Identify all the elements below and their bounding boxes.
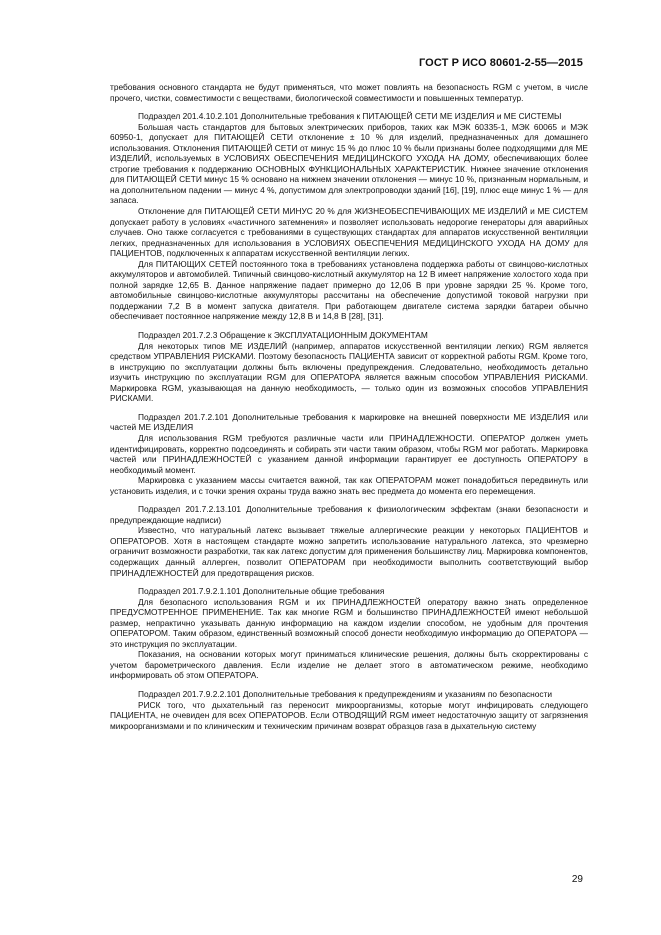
paragraph: Маркировка с указанием массы считается важной, так как ОПЕРАТОРАМ может понадобиться передвинуть или установить изделия, и с точки зрения охраны труда важно знать вес предмета до момента его перемещения. xyxy=(110,475,588,496)
paragraph: Показания, на основании которых могут приниматься клинические решения, должны быть скорректированы с учетом барометрического давления. Если изделие не делает этого в автоматическом режиме, необходимо информировать об этом ОПЕРАТОРА. xyxy=(110,649,588,681)
paragraph: Известно, что натуральный латекс вызывает тяжелые аллергические реакции у некоторых ПАЦИЕНТОВ и ОПЕРАТОРОВ. Хотя в настоящем стандарте можно запретить использование натурального латекса, это чрезмерно ограничит возможности разработки, так как латекс допустим для применения большинству лиц. Маркировка компонентов, содержащих данный аллерген, позволит ОПЕРАТОРАМ при необходимости выполнить соответствующий выбор ПРИНАДЛЕЖНОСТЕЙ для предотвращения рисков. xyxy=(110,525,588,578)
paragraph: Для безопасного использования RGM и их ПРИНАДЛЕЖНОСТЕЙ оператору важно знать определенное ПРЕДУСМОТРЕННОЕ ПРИМЕНЕНИЕ. Так как многие RGM и большинство ПРИНАДЛЕЖНОСТЕЙ имеют небольшой размер, непрактично указывать данную информацию на каждом изделии способом, не удобным для прочтения ОПЕРАТОРОМ. Таким образом, единственный возможный способ донести необходимую информацию до ОПЕРАТОРА — это инструкция по эксплуатации. xyxy=(110,596,588,649)
document-header: ГОСТ Р ИСО 80601-2-55—2015 xyxy=(418,57,583,69)
paragraph: Для использования RGM требуются различные части или ПРИНАДЛЕЖНОСТИ. ОПЕРАТОР должен уметь идентифицировать, корректно подсоединять и собирать эти части таким образом, чтобы RGM мог работать. Маркировка частей или ПРИНАДЛЕЖНОСТЕЙ с указанием данной информации гарантирует ее доступность ОПЕРАТОРУ в необходимый момент. xyxy=(110,432,588,475)
section-heading: Подраздел 201.7.9.2.2.101 Дополнительные требования к предупреждениям и указаниям по безопасности xyxy=(138,688,553,699)
section-heading: Подраздел 201.7.2.101 Дополнительные требования к маркировке на внешней поверхности МЕ ИЗДЕЛИЯ или частей МЕ ИЗДЕЛИЯ xyxy=(110,411,588,433)
section-heading: Подраздел 201.4.10.2.101 Дополнительные требования к ПИТАЮЩЕЙ СЕТИ МЕ ИЗДЕЛИЯ и МЕ СИСТЕМЫ xyxy=(138,111,562,122)
document-body xyxy=(110,82,588,731)
paragraph: Для ПИТАЮЩИХ СЕТЕЙ постоянного тока в требованиях установлена поддержка работы от свинцово-кислотных аккумуляторов и автомобилей. Типичный свинцово-кислотный аккумулятор на 12 В имеет напряжение холостого хода при полной зарядке 12,65 В. Данное напряжение падает примерно до 12,06 В при уровне зарядки 25 %. Кроме того, автомобильные свинцово-кислотные аккумуляторы рассчитаны на обеспечение допустимой токовой нагрузки при поддержании 7,2 В в момент запуска двигателя. При работающем двигателе система зарядки батареи обычно обеспечивает постоянное напряжение между 12,8 В и 14,8 В [28], [31]. xyxy=(110,258,588,322)
paragraph: требования основного стандарта не будут применяться, что может повлиять на безопасность RGM с учетом, в числе прочего, чистки, совместимости с веществами, биологической совместимости и повышенных температур. xyxy=(110,82,588,103)
page-number: 29 xyxy=(571,874,583,885)
paragraph: Большая часть стандартов для бытовых электрических приборов, таких как МЭК 60335-1, МЭК 60065 и МЭК 60950-1, допускает для ПИТАЮЩЕЙ СЕТИ отклонение ± 10 % для изделий, предназначенных для домашнего использования. Отклонения ПИТАЮЩЕЙ СЕТИ от минус 15 % до плюс 10 % были признаны более подходящими для МЕ ИЗДЕЛИЙ, используемых в УСЛОВИЯХ ОБЕСПЕЧЕНИЯ МЕДИЦИНСКОГО УХОДА НА ДОМУ, обеспечивающих более строгие требования к поддержанию ОСНОВНЫХ ФУНКЦИОНАЛЬНЫХ ХАРАКТЕРИСТИК. Нижнее значение отклонения для ПИТАЮЩЕЙ СЕТИ минус 15 % основано на нижнем значении отклонения — минус 10 %, признанным нормальным, и на дополнительном падении — минус 4 %, допустимом для электропроводки зданий [16], [19], плюс еще минус 1 % — для запаса. xyxy=(110,121,588,206)
paragraph: Отклонение для ПИТАЮЩЕЙ СЕТИ МИНУС 20 % для ЖИЗНЕОБЕСПЕЧИВАЮЩИХ МЕ ИЗДЕЛИЙ и МЕ СИСТЕМ допускает работу в условиях «частичного затемнения» и позволяет использовать недорогие генераторы для аварийных случаев. Оно также согласуется с требованиями в существующих стандартах для аппаратов искусственной вентиляции легких, предназначенных для использования в УСЛОВИЯХ ОБЕСПЕЧЕНИЯ МЕДИЦИНСКОГО УХОДА НА ДОМУ для ПАЦИЕНТОВ, подключенных к аппаратам искусственной вентиляции легких. xyxy=(110,206,588,259)
paragraph: РИСК того, что дыхательный газ переносит микроорганизмы, которые могут инфицировать следующего ПАЦИЕНТА, не очевиден для всех ОПЕРАТОРОВ. Если ОТВОДЯЩИЙ RGM имеет недостаточную защиту от загрязнения микроорганизмами и по клиническим и техническим причинам возврат образцов газа в дыхательную систему xyxy=(110,699,588,731)
section-heading: Подраздел 201.7.2.3 Обращение к ЭКСПЛУАТАЦИОННЫМ ДОКУМЕНТАМ xyxy=(138,330,428,341)
section-heading: Подраздел 201.7.2.13.101 Дополнительные требования к физиологическим эффектам (знаки безопасности и предупреждающие надписи) xyxy=(110,504,588,525)
paragraph: Для некоторых типов МЕ ИЗДЕЛИЙ (например, аппаратов искусственной вентиляции легких) RGM является средством УПРАВЛЕНИЯ РИСКАМИ. Поэтому безопасность ПАЦИЕНТА зависит от корректной работы RGM. Кроме того, в инструкцию по эксплуатации должны быть включены предупреждения. Следовательно, необходимость детально изучить инструкцию по эксплуатации RGM для ОПЕРАТОРА является важным способом УПРАВЛЕНИЯ РИСКАМИ. Маркировка RGM, указывающая на данную необходимость, — только один из возможных способов УПРАВЛЕНИЯ РИСКАМИ. xyxy=(110,340,588,404)
section-heading: Подраздел 201.7.9.2.1.101 Дополнительные общие требования xyxy=(138,586,385,597)
